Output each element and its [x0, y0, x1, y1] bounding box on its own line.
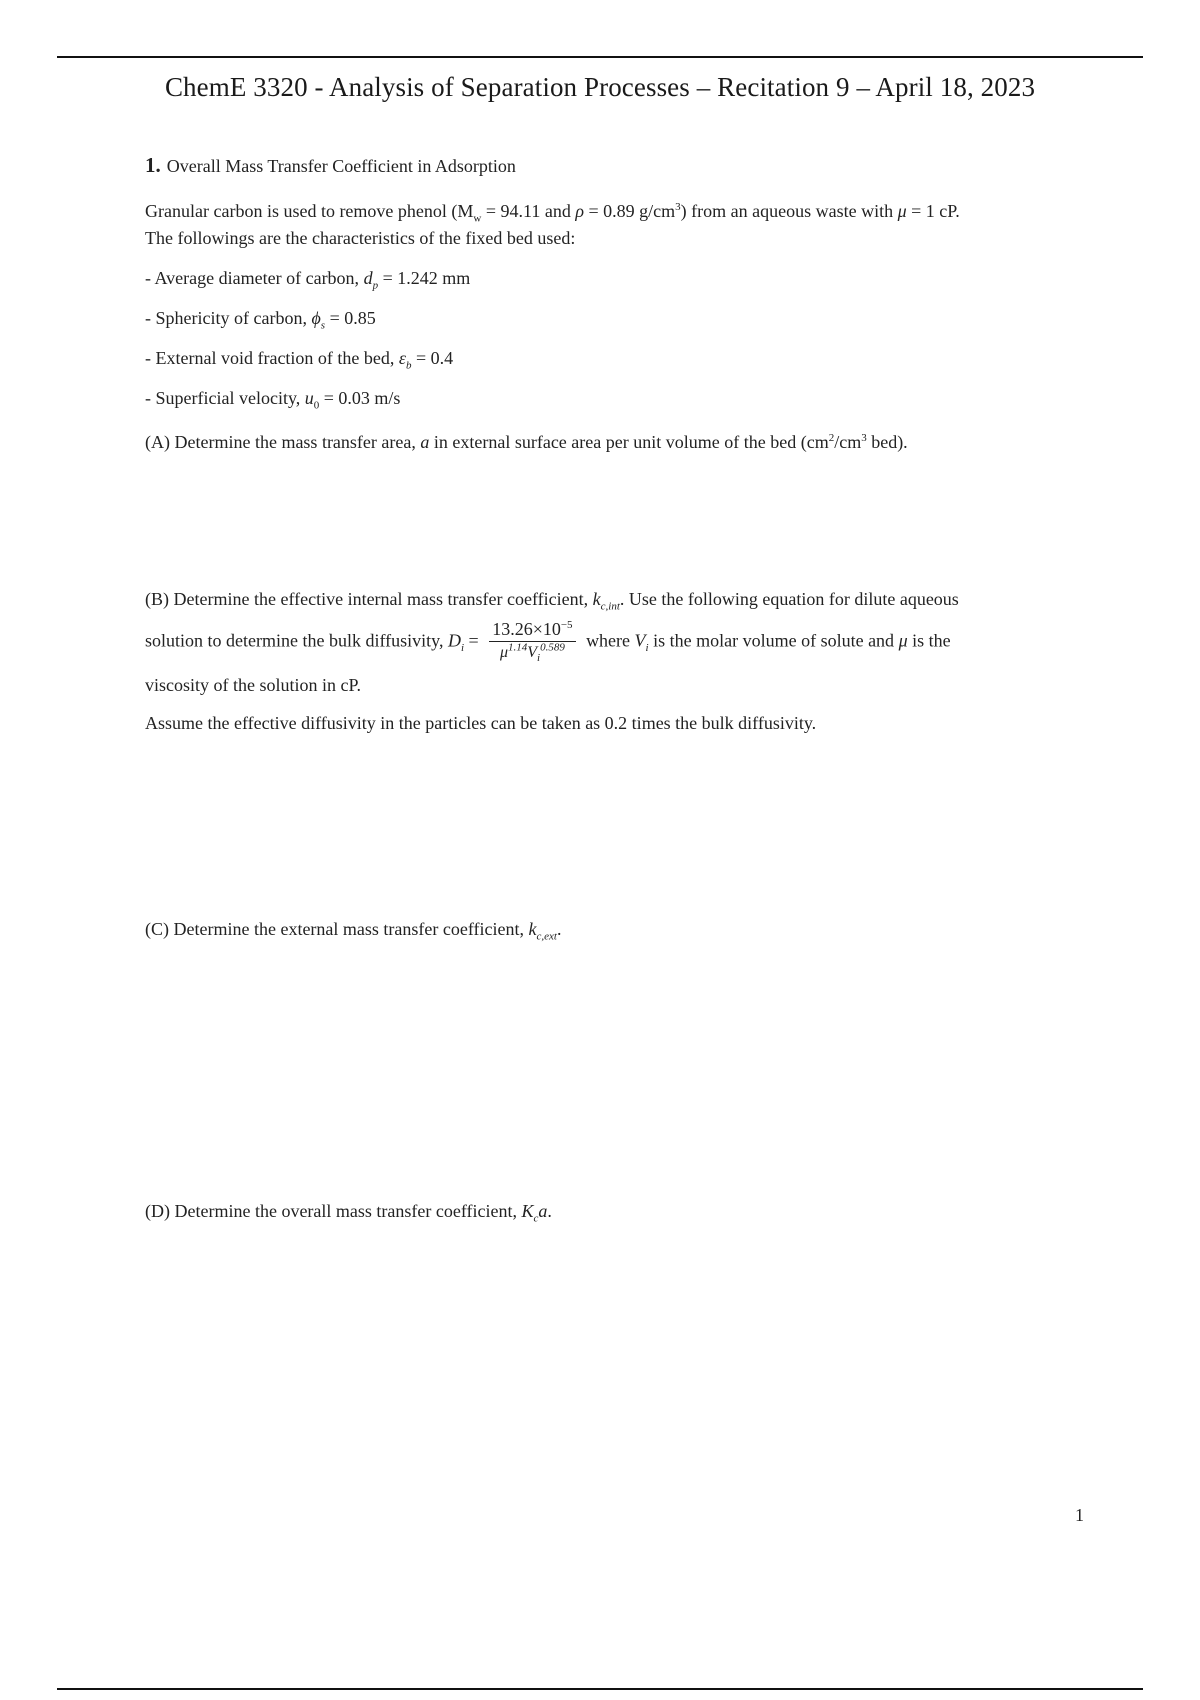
diffusivity-fraction: $\frac{13.26\times 10^{-5}}{\mu^{1.14}V_i^{0.589}}$ [489, 617, 575, 664]
page-title: ChemE 3320 - Analysis of Separation Processes – Recitation 9 – April 18, 2023 [164, 72, 1036, 102]
bottom-rule [57, 1688, 1143, 1690]
top-rule [57, 56, 1143, 58]
part-b-line-4: Assume the effective diffusivity in the particles can be taken as 0.2 times the bulk diffusivity. [145, 713, 817, 733]
part-b-line-3: viscosity of the solution in cP. [145, 675, 361, 695]
question-intro [145, 198, 1080, 252]
bullet-average-diameter: - Average diameter of carbon, $d_p = 1.242$ mm [145, 268, 471, 292]
intro-line-1: Granular carbon is used to remove phenol ($M_w = 94.11$ and ρ = 0.89 $g/cm^3$) from an aqueous waste with μ = 1 cP. [145, 201, 960, 225]
question-title: Overall Mass Transfer Coefficient in Adsorption [166, 156, 516, 176]
part-c: (C) Determine the external mass transfer coefficient, $k_{c,ext}$. [145, 919, 562, 943]
bullet-void-fraction: - External void fraction of the bed, $\varepsilon_b = 0.4$ [145, 348, 454, 372]
bullet-superficial-velocity: - Superficial velocity, $u_0 = 0.03$ m/s [145, 388, 401, 412]
part-b-line-1: (B) Determine the effective internal mass transfer coefficient, $k_{c,int}$. Use the following equation for dilute aqueous [145, 589, 959, 613]
part-a: (A) Determine the mass transfer area, a in external surface area per unit volume of the bed ($cm^2/cm^3$ bed). [145, 432, 908, 452]
bullet-sphericity: - Sphericity of carbon, $\phi_s = 0.85$ [145, 308, 376, 332]
question-heading [145, 153, 516, 178]
part-b [145, 586, 1080, 737]
question-number: 1. [145, 153, 161, 177]
part-b-line-2: solution to determine the bulk diffusivity, $D_i$ = $\frac{13.26\times 10^{-5}}{\mu^{1.14}V_i^{0.589}}$ where $V_i$ is the molar volume of solute and μ is the [145, 619, 951, 665]
part-d: (D) Determine the overall mass transfer coefficient, $K_ca$. [145, 1201, 552, 1225]
page-number: 1 [1075, 1505, 1084, 1525]
intro-line-2: The followings are the characteristics of the fixed bed used: [145, 228, 576, 248]
